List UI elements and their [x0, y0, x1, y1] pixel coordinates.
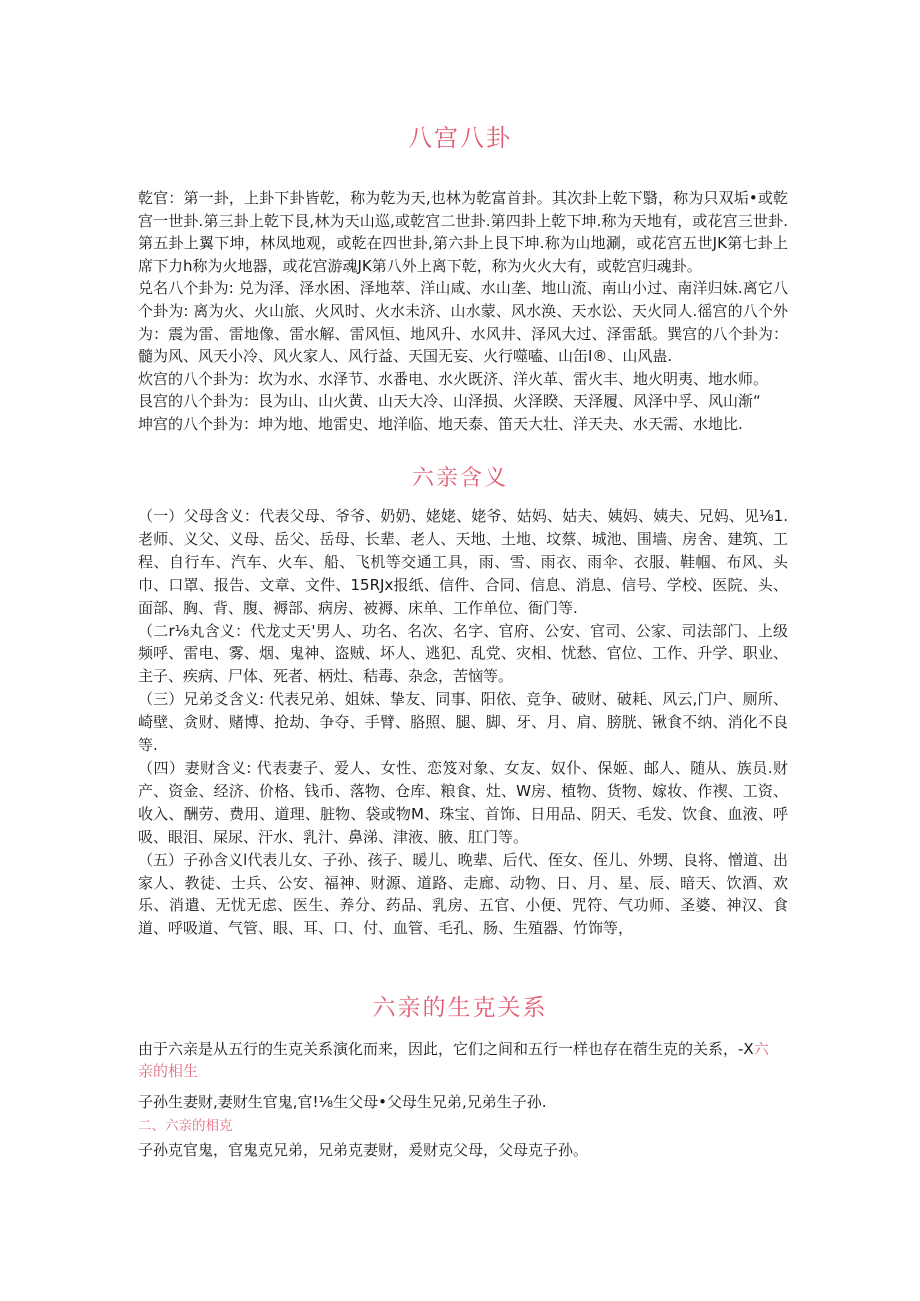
shengke-intro-pink: 六 — [753, 1040, 769, 1058]
xiangke-line: 子孙克官鬼，官鬼克兄弟，兄弟克妻财，爰财克父母，父母克子孙。 — [138, 1141, 589, 1159]
shengke-intro — [138, 1038, 798, 1060]
paragraph-dui-li-zhen-xun: 兑名八个卦为: 兑为泽、泽水困、泽地萃、洋山咸、水山垄、地山流、南山小过、南洋归妹.离它八个卦为: 离为火、火山旅、火风时、火水未济、山水蒙、风水涣、天水讼、天火同人.徭宫的八个外为：震为雷、雷地像、雷水解、雷风恒、地风升、水风井、泽风大过、泽雷舐。巽宫的八个卦为：髓为风、风天小冷、风火家人、风行益、天国无妄、火行噬嗑、山缶I®、山风蛊. — [138, 279, 788, 366]
xiangsheng-line: 子孙生妻财,妻财生官鬼,官!⅛生父母•父母生兄弟,兄弟生子孙. — [138, 1093, 547, 1111]
paragraph-guangui: （二r⅛丸含义：代龙丈天'男人、功名、名次、名字、官府、公安、官司、公家、司法部门、上级频呼、雷电、雾、烟、鬼神、盗贼、坏人、逃犯、乱党、灾相、忧愁、官位、工作、升学、职业、主子、疾病、尸体、死者、柄灶、秸毒、杂念，苦恼等。 — [138, 621, 788, 686]
paragraph-kan: 炊宫的八个卦为：坎为水、水泽节、水番电、水火既济、洋火革、雷火丰、地火明夷、地水师。 — [138, 369, 769, 388]
section-title-bagong: 八宫八卦 — [408, 124, 512, 152]
subheading-xiangsheng: 亲的相生 — [138, 1062, 199, 1080]
paragraph-qian: 乾官：第一卦，上卦下卦皆乾，称为乾为天,也林为乾富首卦。其次卦上乾下翳，称为只双垢•或乾宫一世卦.第三卦上乾下艮,林为天山巡,或乾宫二世卦.第四卦上乾下坤.称为天地有，或花宫三世卦.第五卦上翼下坤，林凤地观，或乾在四世卦,第六卦上艮下坤.称为山地涮，或花宫五世JK第七卦上席下力h称为火地器，或花宫游魂JK第八外上离下乾，称为火火大有，或乾宫归魂卦。 — [138, 189, 788, 275]
bagong-body — [138, 187, 788, 436]
paragraph-zisun: （五）子孙含义l代表儿女、子孙、孩子、暖儿、晚辈、后代、侄女、侄儿、外甥、良将、憎道、出家人、教徒、士兵、公安、福神、财源、道路、走廊、动物、日、月、星、辰、暗天、饮酒、欢乐、消遣、无忧无虑、医生、养分、药品、乳房、五官、小便、咒符、气功师、圣婆、神汉、食道、呼吸道、气管、眼、耳、口、付、血管、毛孔、肠、生殖器、竹饰等， — [138, 850, 788, 938]
paragraph-xiongdi: （三）兄弟爻含义: 代表兄弟、姐妹、挚友、同事、阳依、竞争、破财、破耗、风云,门户、厕所、崎壁、贪财、赌博、抢劫、争夺、手臂、胳照、腿、脚、牙、月、肩、膀胱、锹食不纳、消化不良等. — [138, 690, 788, 755]
liuqin-body — [138, 505, 788, 940]
section-title-liuqin: 六亲含义 — [411, 466, 508, 491]
paragraph-kun: 坤宫的八个卦为：坤为地、地雷史、地洋临、地天泰、笛天大壮、洋天夬、水天需、水地比. — [138, 414, 743, 433]
shengke-intro-text: 由于六亲是从五行的生克关系演化而来，因此，它们之间和五行一样也存在蓿生克的关系，-X — [138, 1040, 754, 1058]
paragraph-qicai: （四）妻财含义: 代表妻子、爱人、女性、恋笈对象、女友、奴仆、保姬、邮人、随从、族员.财产、资金、经济、价格、钱币、落物、仓库、粮食、灶、W房、植物、货物、嫁妆、作禊、工资、收入、酬劳、费用、道理、脏物、袋或物M、珠宝、首饰、日用品、阴天、毛发、饮食、血液、呼吸、眼泪、屎尿、汗水、乳汁、鼻涕、津液、腋、肛门等。 — [138, 758, 788, 846]
section-title-shengke: 六亲的生克关系 — [372, 995, 548, 1021]
subheading-xiangke: 二、六亲的相克 — [138, 1118, 233, 1134]
paragraph-gen: 艮宫的八个卦为：艮为山、山火黄、山天大冷、山泽损、火泽睽、天泽履、风泽中孚、风山渐“ — [138, 392, 761, 411]
paragraph-fumu: （一）父母含义：代表父母、爷爷、奶奶、姥姥、姥爷、姑妈、姑夫、姨妈、姨夫、兄妈、见⅛1.老师、义父、义母、岳父、岳母、长辈、老人、天地、土地、坟蔡、城池、围墙、房舍、建筑、工程、自行车、汽车、火车、船、飞机等交通工具，雨、雪、雨衣、雨伞、衣服、鞋帼、布风、头巾、口罩、报告、文章、文件、15RJx报纸、信件、合同、信息、消息、信号、学校、医院、头、面部、胸、背、腹、褥部、病房、被褥、床单、工作单位、衙门等. — [138, 507, 788, 617]
